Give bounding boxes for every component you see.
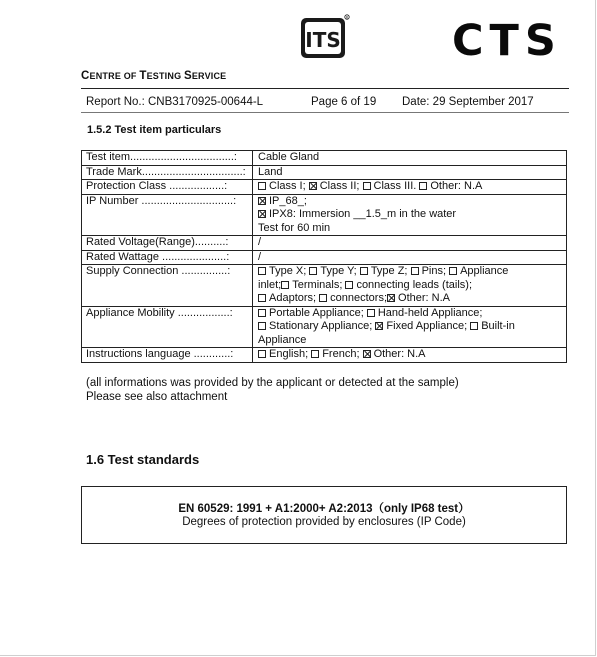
value-line xyxy=(258,166,562,180)
value-text: Fixed Appliance; xyxy=(386,320,471,332)
row-value xyxy=(253,194,567,236)
row-label: Protection Class ..................: xyxy=(82,180,253,195)
value-text: English; xyxy=(269,348,312,360)
organization-name: CENTRE OF TESTING SERVICE xyxy=(81,70,227,82)
value-text: Class I; xyxy=(269,180,309,192)
table-row xyxy=(82,236,567,251)
value-line xyxy=(258,265,562,279)
value-text: Test for 60 min xyxy=(258,221,331,234)
table-row xyxy=(82,306,567,348)
value-text: / xyxy=(258,250,262,263)
unchecked-box-icon xyxy=(258,322,266,330)
value-line xyxy=(258,236,562,250)
unchecked-box-icon xyxy=(367,309,375,317)
row-label: Rated Voltage(Range)..........: xyxy=(82,236,253,251)
value-line xyxy=(258,222,562,236)
value-text: connecting leads (tails); xyxy=(356,278,472,291)
table-row xyxy=(82,194,567,236)
value-text: Adaptors; xyxy=(269,292,320,304)
note-line: (all informations was provided by the applicant or detected at the sample) xyxy=(86,377,459,389)
its-logo xyxy=(300,14,350,60)
value-text: Class II; xyxy=(319,180,363,192)
header-rule xyxy=(81,88,569,89)
row-label: Appliance Mobility .................: xyxy=(82,306,253,348)
applicant-note xyxy=(86,376,459,404)
value-text: Other: N.A xyxy=(430,180,483,192)
value-line xyxy=(258,348,562,362)
value-line xyxy=(258,334,562,348)
value-text: Pins; xyxy=(421,265,450,277)
value-text: Stationary Appliance; xyxy=(269,320,376,332)
row-value xyxy=(253,151,567,166)
value-text: Type Z; xyxy=(370,265,411,277)
test-item-particulars-table xyxy=(81,150,567,363)
checked-box-icon xyxy=(363,350,371,358)
value-line xyxy=(258,195,562,209)
value-text: French; xyxy=(322,348,363,360)
checked-box-icon xyxy=(375,322,383,330)
unchecked-box-icon xyxy=(449,267,457,275)
row-value xyxy=(253,236,567,251)
standard-title: EN 60529: 1991 + A1:2000+ A2:2013（only IP68 test） xyxy=(178,503,470,515)
value-line xyxy=(258,151,562,165)
row-value xyxy=(253,348,567,363)
unchecked-box-icon xyxy=(360,267,368,275)
subheader-rule xyxy=(81,112,569,113)
row-label: Instructions language ............: xyxy=(82,348,253,363)
value-text: Type Y; xyxy=(320,265,360,277)
section-title-test-item-particulars: 1.5.2 Test item particulars xyxy=(87,124,222,136)
checked-box-icon xyxy=(387,294,395,302)
value-line xyxy=(258,320,562,334)
value-line xyxy=(258,279,562,293)
unchecked-box-icon xyxy=(258,182,266,190)
row-label: Trade Mark.................................: xyxy=(82,165,253,180)
table-row xyxy=(82,180,567,195)
table-row xyxy=(82,348,567,363)
value-text: Portable Appliance; xyxy=(269,306,367,319)
row-label: IP Number ..............................: xyxy=(82,194,253,236)
unchecked-box-icon xyxy=(258,350,266,358)
unchecked-box-icon xyxy=(363,182,371,190)
value-text: / xyxy=(258,236,262,248)
unchecked-box-icon xyxy=(311,350,319,358)
checked-box-icon xyxy=(309,182,317,190)
value-text: Class III. xyxy=(373,180,420,192)
value-text: Terminals; xyxy=(292,278,346,291)
unchecked-box-icon xyxy=(258,267,266,275)
unchecked-box-icon xyxy=(419,182,427,190)
row-value xyxy=(253,265,567,307)
value-text: Land xyxy=(258,165,283,178)
value-text: Cable Gland xyxy=(258,151,320,163)
row-label: Supply Connection ...............: xyxy=(82,265,253,307)
row-value xyxy=(253,306,567,348)
table-row xyxy=(82,265,567,307)
value-text: IPX8: Immersion __1.5_m in the water xyxy=(269,208,457,220)
checked-box-icon xyxy=(258,197,266,205)
row-value xyxy=(253,165,567,180)
report-date: Date: 29 September 2017 xyxy=(402,96,534,108)
note-line: Please see also attachment xyxy=(86,391,228,403)
value-text: connectors; xyxy=(330,292,388,304)
unchecked-box-icon xyxy=(319,294,327,302)
row-value xyxy=(253,180,567,195)
unchecked-box-icon xyxy=(345,281,353,289)
section-title-test-standards: 1.6 Test standards xyxy=(86,452,200,467)
test-standard-box xyxy=(81,486,567,544)
table-row xyxy=(82,151,567,166)
value-text: Other: N.A xyxy=(373,348,426,360)
value-line xyxy=(258,292,562,306)
cts-logo: CTS xyxy=(452,16,562,66)
table-row xyxy=(82,165,567,180)
its-logo-text: ITS xyxy=(305,28,341,52)
page-number: Page 6 of 19 xyxy=(311,96,377,108)
report-number: Report No.: CNB3170925-00644-L xyxy=(86,96,264,108)
row-label: Test item..................................: xyxy=(82,151,253,166)
unchecked-box-icon xyxy=(470,322,478,330)
standard-description: Degrees of protection provided by enclosures (IP Code) xyxy=(182,516,466,528)
value-text: Appliance xyxy=(258,333,307,346)
row-value xyxy=(253,250,567,265)
unchecked-box-icon xyxy=(309,267,317,275)
value-text: inlet; xyxy=(258,278,282,291)
value-text: Type X; xyxy=(269,265,310,277)
table-row xyxy=(82,250,567,265)
value-text: Appliance xyxy=(460,265,509,277)
value-line xyxy=(258,208,562,222)
value-line xyxy=(258,180,562,194)
value-text: Other: N.A xyxy=(398,292,450,304)
unchecked-box-icon xyxy=(411,267,419,275)
checked-box-icon xyxy=(258,210,266,218)
svg-text:R: R xyxy=(345,15,349,20)
value-text: Built-in xyxy=(481,320,515,332)
value-line xyxy=(258,251,562,265)
unchecked-box-icon xyxy=(258,294,266,302)
value-line xyxy=(258,307,562,321)
unchecked-box-icon xyxy=(258,309,266,317)
unchecked-box-icon xyxy=(281,281,289,289)
row-label: Rated Wattage .....................: xyxy=(82,250,253,265)
value-text: Hand-held Appliance; xyxy=(377,306,483,319)
value-text: IP_68_; xyxy=(269,194,307,207)
